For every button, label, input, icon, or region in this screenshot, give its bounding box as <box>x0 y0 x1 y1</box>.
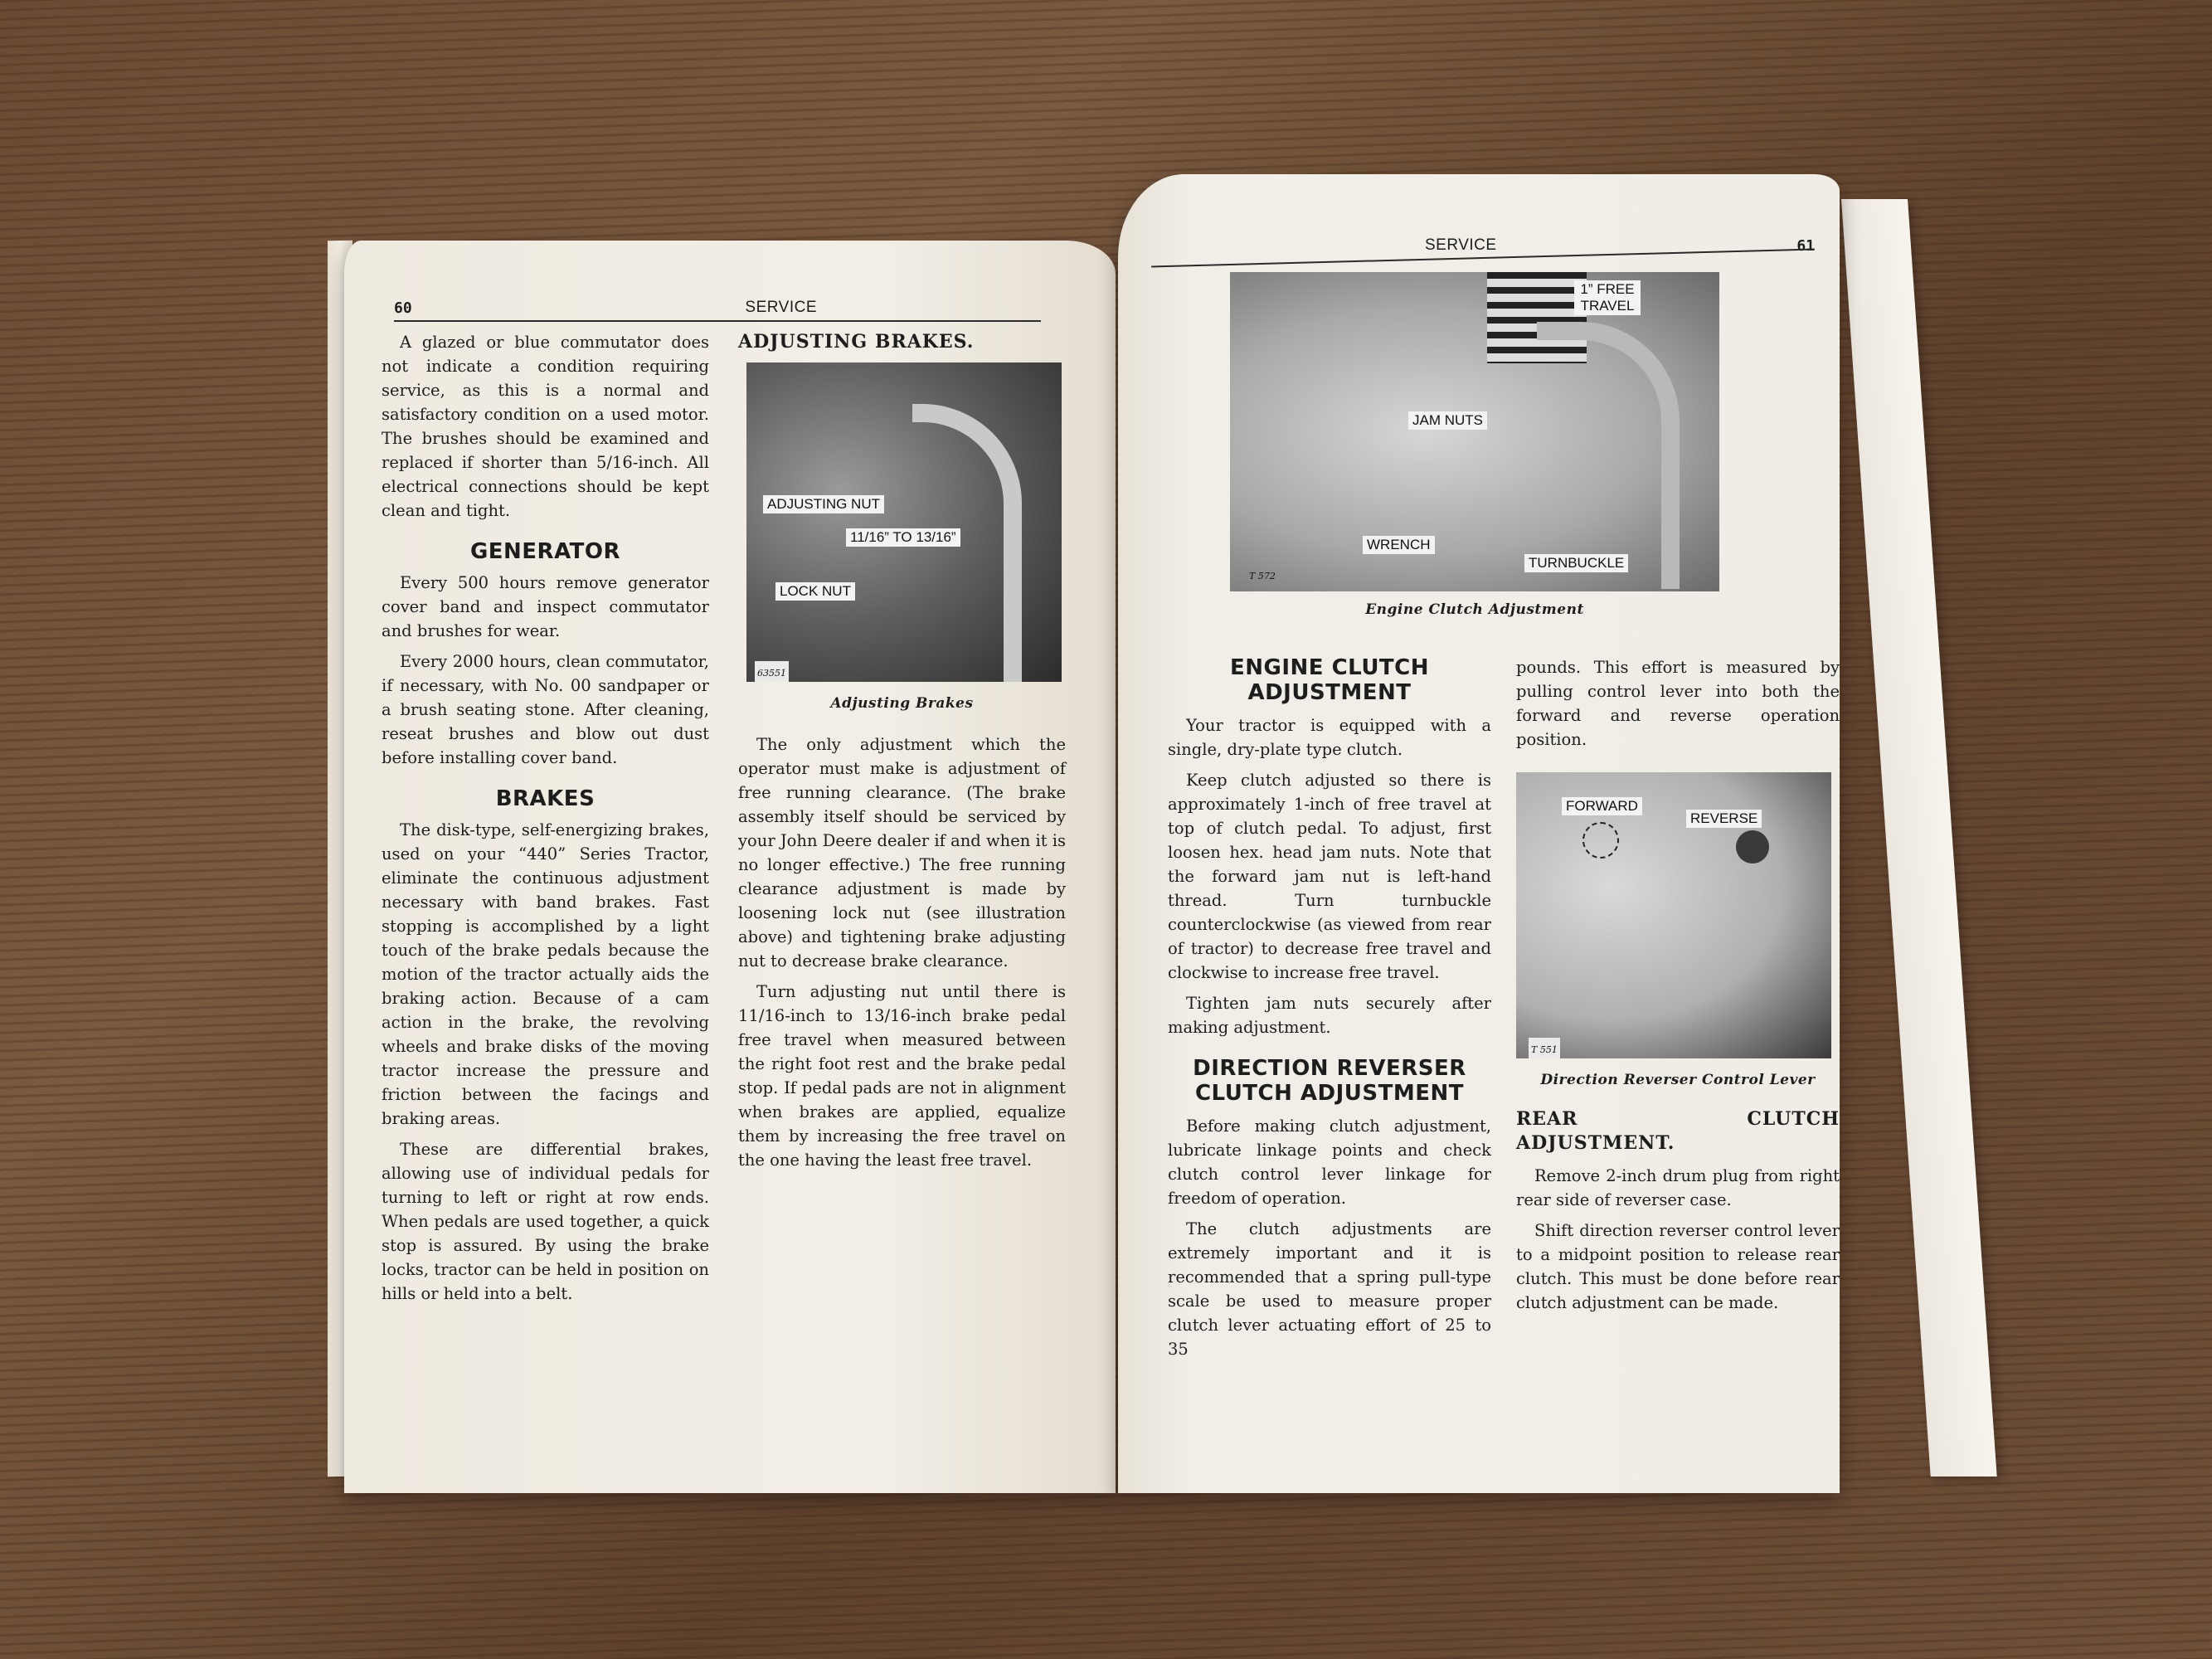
paragraph: Remove 2-inch drum plug from right rear side of reverser case. <box>1516 1166 1840 1209</box>
section-heading-engine-clutch: ENGINE CLUTCH ADJUSTMENT <box>1229 655 1430 705</box>
paragraph: These are differential brakes, allowing use of individual pedals for turning to left or right at row ends. When pedals are used together, a quick stop is assured. By using the brake locks, tractor can be held in position on hills or held into a belt. <box>382 1140 709 1303</box>
section-heading-rear-clutch: REAR CLUTCH ADJUSTMENT. <box>1516 1108 1840 1154</box>
section-heading-brakes: BRAKES <box>495 786 596 811</box>
left-page <box>344 241 1116 1493</box>
right-page <box>1118 174 1840 1493</box>
photo-code: T 572 <box>1249 571 1276 581</box>
intro-paragraph: A glazed or blue commutator does not indicate a condition requiring service, as this is a normal and satisfactory condition on a used motor. The brushes should be examined and replaced if shorter than 5/16-inch. All electrical connections should be kept clean and tight. <box>382 333 709 520</box>
left-column-2 <box>738 330 1066 1179</box>
paragraph: Every 2000 hours, clean commutator, if necessary, with No. 00 sandpaper or a brush seating stone. After cleaning, reseat brushes and blow out dust before installing cover band. <box>382 652 709 767</box>
photo-code: T 551 <box>1529 1038 1560 1058</box>
header-rule <box>394 320 1041 322</box>
photo-label: REVERSE <box>1686 810 1762 828</box>
left-column-1 <box>382 330 709 1312</box>
clutch-pedal-shape <box>1537 322 1680 589</box>
figure-caption: Engine Clutch Adjustment <box>1365 601 1584 618</box>
photo-label: ADJUSTING NUT <box>763 495 884 513</box>
right-column-2 <box>1516 655 1840 1321</box>
engine-clutch-figure <box>1230 272 1719 618</box>
photo-label: FORWARD <box>1562 797 1642 815</box>
page-number: 61 <box>1796 237 1815 255</box>
page-number: 60 <box>394 299 412 317</box>
paragraph: The disk-type, self-energizing brakes, used on your “440” Series Tractor, eliminate the continuous adjustment necessary with band brakes. Fast stopping is accomplished by a light touch of the brake pedals because the motion of the tractor actually aids the braking action. Because of a cam action in the brake, the revolving wheels and brake disks of the moving tractor increase the pressure and friction between the facings and braking areas. <box>382 820 709 1128</box>
paragraph: Your tractor is equipped with a single, dry-plate type clutch. <box>1168 716 1491 759</box>
paragraph: Tighten jam nuts securely after making adjustment. <box>1168 994 1491 1037</box>
book-back-cover <box>1841 199 1997 1477</box>
section-heading-direction-reverser: DIRECTION REVERSER CLUTCH ADJUSTMENT <box>1193 1056 1466 1106</box>
right-column-1 <box>1168 647 1491 1368</box>
section-heading-adjusting-brakes: ADJUSTING BRAKES. <box>738 331 975 353</box>
paragraph: Shift direction reverser control lever to a midpoint position to release rear clutch. This must be done before rear clutch adjustment can be made. <box>1516 1221 1840 1312</box>
paragraph: Before making clutch adjustment, lubricate linkage points and check clutch control lever linkage for freedom of operation. <box>1168 1117 1491 1208</box>
photo-label: WRENCH <box>1363 536 1435 554</box>
reverser-lever-photo <box>1516 772 1831 1058</box>
paragraph: The only adjustment which the operator must make is adjustment of free running clearance. (The brake assembly itself should be serviced by your John Deere dealer if and when it is no longer effective.) The free running clearance adjustment is made by loosening lock nut (see illustration above) and tightening brake adjusting nut to decrease brake clearance. <box>738 735 1067 971</box>
engine-clutch-photo <box>1230 272 1719 591</box>
photo-label: JAM NUTS <box>1408 411 1487 430</box>
paragraph: Keep clutch adjusted so there is approximately 1-inch of free travel at top of clutch pedal. To adjust, first loosen hex. head jam nuts. Note that the forward jam nut is left-hand thread. Turn turnbuckle counterclockwise (as viewed from rear of tractor) to decrease free travel and clockwise to increase free travel. <box>1168 771 1491 982</box>
lever-knob-shape <box>1736 830 1769 864</box>
forward-position-outline <box>1582 822 1619 859</box>
paragraph: Every 500 hours remove generator cover band and inspect commutator and brushes for wear. <box>382 573 709 640</box>
figure-caption: Adjusting Brakes <box>830 695 974 712</box>
photo-code: 63551 <box>755 661 789 682</box>
left-page-header <box>394 299 1041 317</box>
photo-label: TURNBUCKLE <box>1524 554 1628 572</box>
adjusting-brakes-photo <box>746 362 1062 682</box>
section-heading-generator: GENERATOR <box>469 539 621 564</box>
running-head: SERVICE <box>745 299 817 316</box>
photo-label: LOCK NUT <box>775 582 855 601</box>
photo-label: 1” FREE TRAVEL <box>1574 280 1641 315</box>
photo-label: 11/16” TO 13/16” <box>846 528 960 547</box>
figure-caption: Direction Reverser Control Lever <box>1540 1072 1816 1088</box>
continued-paragraph: pounds. This effort is measured by pulling control lever into both the forward and reverse operation position. <box>1516 658 1840 749</box>
running-head: SERVICE <box>1425 236 1497 254</box>
paragraph: The clutch adjustments are extremely important and it is recommended that a spring pull-type scale be used to measure proper clutch lever actuating effort of 25 to 35 <box>1168 1219 1491 1359</box>
paragraph: Turn adjusting nut until there is 11/16-inch to 13/16-inch brake pedal free travel when measured between the right foot rest and the brake pedal stop. If pedal pads are not in alignment when brakes are applied, equalize them by increasing the free travel on the one having the least free travel. <box>738 982 1066 1170</box>
